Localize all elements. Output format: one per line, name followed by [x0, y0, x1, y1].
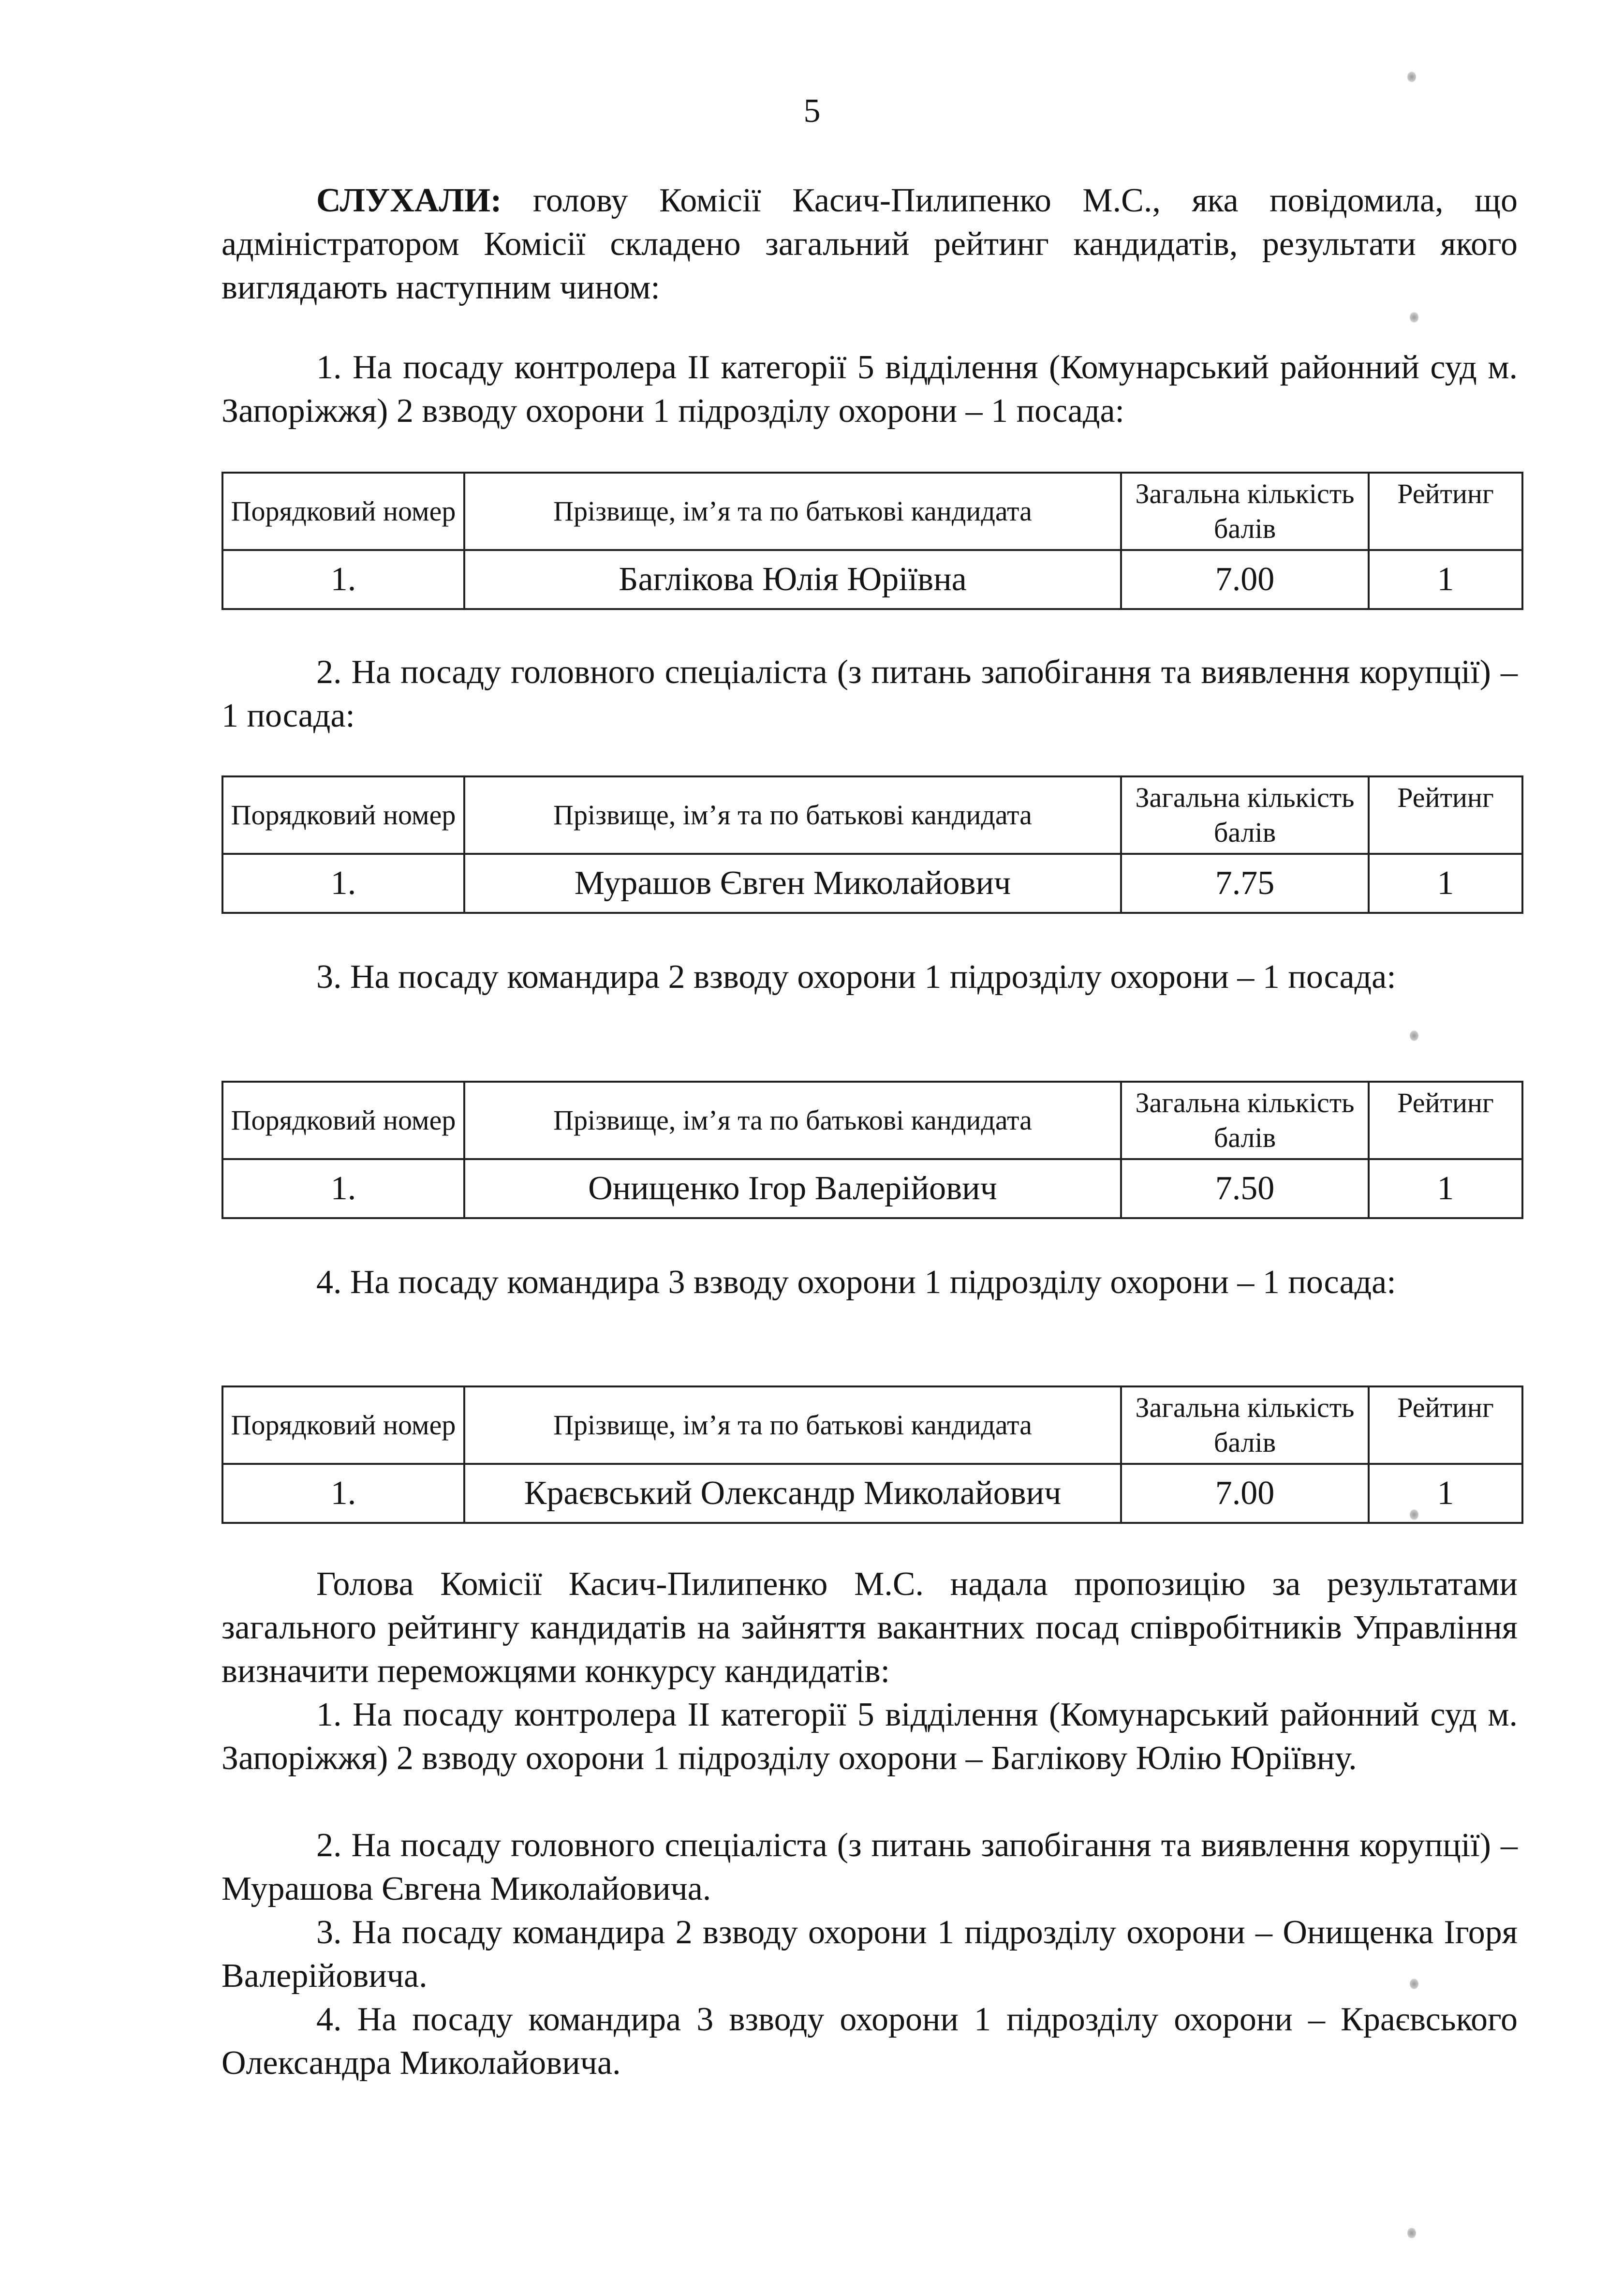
scan-speck [1407, 72, 1416, 82]
table-header-row [222, 473, 1522, 550]
rating-table-2 [221, 775, 1523, 914]
position-title-3: 3. На посаду командира 2 взводу охорони 1 підрозділу охорони – 1 посада: [316, 958, 1396, 996]
cell-score: 7.00 [1121, 1464, 1369, 1523]
header-rating: Рейтинг [1369, 1386, 1522, 1464]
proposal-item-3: 3. На посаду командира 2 взводу охорони 1 підрозділу охорони – Онищенка Ігоря Валерійовича. [221, 1914, 1518, 1995]
cell-rating: 1 [1369, 1159, 1522, 1218]
header-name: Прізвище, ім’я та по батькові кандидата [464, 1386, 1121, 1464]
cell-name: Баглікова Юлія Юріївна [464, 550, 1121, 609]
header-score: Загальна кількість балів [1121, 1082, 1369, 1159]
rating-table-4 [221, 1385, 1523, 1524]
cell-number: 1. [222, 1464, 464, 1523]
cell-score: 7.00 [1121, 550, 1369, 609]
scan-speck [1410, 1030, 1418, 1041]
header-name: Прізвище, ім’я та по батькові кандидата [464, 776, 1121, 854]
position-title-4: 4. На посаду командира 3 взводу охорони 1 підрозділу охорони – 1 посада: [316, 1264, 1396, 1301]
table-row [222, 854, 1522, 913]
proposal-item-2: 2. На посаду головного спеціаліста (з питань запобігання та виявлення корупції) – Мурашова Євгена Миколайовича. [221, 1827, 1518, 1907]
table-row [222, 1159, 1522, 1218]
page-number: 5 [803, 92, 821, 130]
table-row [222, 1464, 1522, 1523]
table-header-row [222, 1082, 1522, 1159]
header-number: Порядковий номер [222, 776, 464, 854]
cell-score: 7.50 [1121, 1159, 1369, 1218]
table-header-row [222, 1386, 1522, 1464]
scan-speck [1407, 2228, 1416, 2238]
cell-rating: 1 [1369, 1464, 1522, 1523]
proposal-item-1: 1. На посаду контролера II категорії 5 відділення (Комунарський районний суд м. Запоріжжя) 2 взводу охорони 1 підрозділу охорони – Баглікову Юлію Юріївну. [221, 1696, 1518, 1777]
table-row [222, 550, 1522, 609]
header-rating: Рейтинг [1369, 776, 1522, 854]
position-title-1: 1. На посаду контролера II категорії 5 відділення (Комунарський районний суд м. Запоріжжя) 2 взводу охорони 1 підрозділу охорони – 1 посада: [221, 349, 1518, 430]
header-score: Загальна кількість балів [1121, 1386, 1369, 1464]
intro-label: СЛУХАЛИ: [316, 182, 502, 219]
header-name: Прізвище, ім’я та по батькові кандидата [464, 1082, 1121, 1159]
cell-name: Онищенко Ігор Валерійович [464, 1159, 1121, 1218]
header-number: Порядковий номер [222, 1082, 464, 1159]
cell-name: Мурашов Євген Миколайович [464, 854, 1121, 913]
scan-speck [1410, 1509, 1418, 1520]
header-number: Порядковий номер [222, 1386, 464, 1464]
cell-score: 7.75 [1121, 854, 1369, 913]
rating-table-1 [221, 472, 1523, 610]
header-score: Загальна кількість балів [1121, 473, 1369, 550]
intro-paragraph [221, 179, 1518, 310]
header-rating: Рейтинг [1369, 473, 1522, 550]
header-score: Загальна кількість балів [1121, 776, 1369, 854]
intro-text: голову Комісії Касич-Пилипенко М.С., яка повідомила, що адміністратором Комісії складено загальний рейтинг кандидатів, результати якого виглядають наступним чином: [221, 182, 1518, 306]
position-title-2: 2. На посаду головного спеціаліста (з питань запобігання та виявлення корупції) – 1 посада: [221, 654, 1518, 734]
rating-table-3 [221, 1081, 1523, 1219]
cell-rating: 1 [1369, 550, 1522, 609]
cell-number: 1. [222, 854, 464, 913]
header-name: Прізвище, ім’я та по батькові кандидата [464, 473, 1121, 550]
cell-name: Краєвський Олександр Миколайович [464, 1464, 1121, 1523]
cell-number: 1. [222, 1159, 464, 1218]
header-rating: Рейтинг [1369, 1082, 1522, 1159]
header-number: Порядковий номер [222, 473, 464, 550]
scan-speck [1410, 1979, 1418, 1989]
cell-number: 1. [222, 550, 464, 609]
table-header-row [222, 776, 1522, 854]
scan-speck [1410, 312, 1418, 323]
proposal-item-4: 4. На посаду командира 3 взводу охорони 1 підрозділу охорони – Краєвського Олександра Миколайовича. [221, 2001, 1518, 2082]
cell-rating: 1 [1369, 854, 1522, 913]
proposal-paragraph: Голова Комісії Касич-Пилипенко М.С. надала пропозицію за результатами загального рейтингу кандидатів на зайняття вакантних посад співробітників Управління визначити переможцями конкурсу кандидатів: [221, 1565, 1518, 1690]
